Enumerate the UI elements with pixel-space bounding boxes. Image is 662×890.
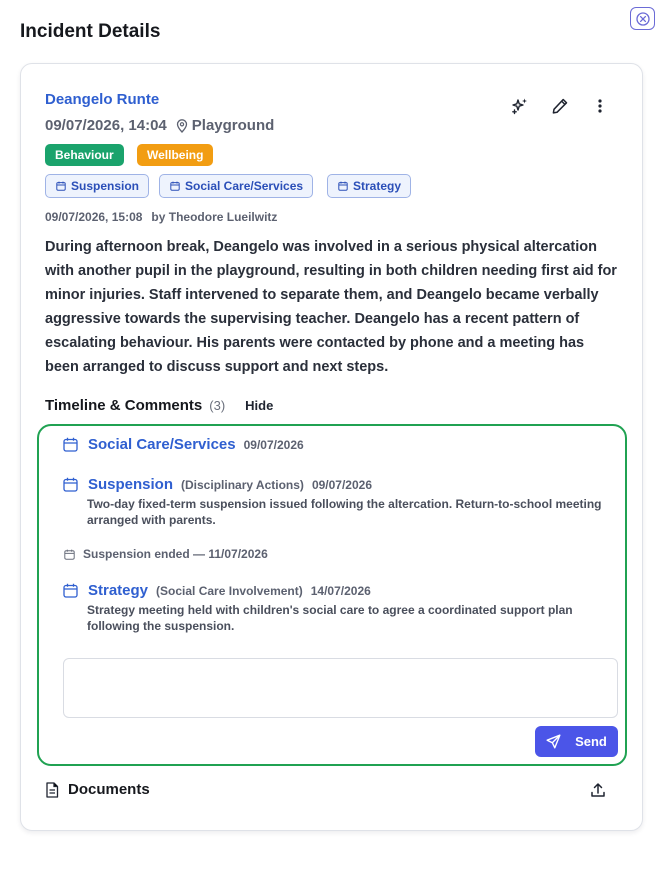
calendar-icon (63, 437, 79, 453)
timeline-entry (63, 582, 371, 599)
document-icon (45, 782, 59, 798)
chip-label: Social Care/Services (185, 179, 304, 193)
ai-assist-button[interactable] (510, 96, 530, 116)
suspension-ended-note: Suspension ended — 11/07/2026 (83, 547, 268, 561)
location-pin-icon (176, 119, 188, 133)
more-vertical-icon (597, 98, 603, 114)
timeline-entry-category: (Disciplinary Actions) (181, 477, 304, 492)
timeline-entry-date: 09/07/2026 (311, 477, 372, 492)
student-name-link[interactable]: Deangelo Runte (45, 91, 160, 108)
calendar-icon (56, 181, 66, 191)
report-meta (45, 210, 277, 224)
calendar-icon (338, 181, 348, 191)
calendar-icon (63, 477, 79, 493)
sparkles-icon (511, 97, 529, 115)
documents-title: Documents (68, 781, 150, 798)
modal-title: Incident Details (20, 21, 161, 42)
timeline-title: Timeline & Comments (45, 397, 203, 414)
incident-datetime: 09/07/2026, 14:04 (45, 117, 167, 134)
incident-meta (45, 117, 274, 134)
timeline-entry-category: (Social Care Involvement) (156, 583, 303, 598)
reported-at: 09/07/2026, 15:08 (45, 210, 143, 224)
timeline-entry-title[interactable]: Suspension (88, 476, 174, 493)
chip-label: Strategy (353, 179, 402, 193)
calendar-icon (64, 549, 75, 560)
timeline-note (64, 547, 268, 561)
timeline-entry-date: 14/07/2026 (310, 583, 371, 598)
close-button[interactable] (630, 7, 655, 30)
timeline-entry-body: Strategy meeting held with children's social care to agree a coordinated support plan following the suspension. (87, 603, 573, 633)
incident-description: During afternoon break, Deangelo was involved in a serious physical altercation with another pupil in the playground, resulting in both children needing first aid for minor injuries. Staff intervened to separate them, and Deangelo became verbally aggressive towards the supervising teacher. Deangelo has a recent pattern of escalating behaviour. His parents were contacted by phone and a meeting has been arranged to discuss support and next steps. (45, 239, 617, 375)
incident-location: Playground (191, 117, 275, 134)
pencil-icon (551, 97, 569, 115)
timeline-entry-date: 09/07/2026 (243, 437, 304, 452)
reported-by: by Theodore Lueilwitz (151, 210, 278, 224)
tag-wellbeing: Wellbeing (137, 144, 213, 166)
linked-chip-suspension[interactable] (45, 174, 149, 198)
upload-document-button[interactable] (589, 781, 607, 799)
calendar-icon (170, 181, 180, 191)
timeline-header (45, 397, 273, 414)
timeline-entry-title[interactable]: Social Care/Services (88, 436, 236, 453)
close-icon (636, 12, 650, 26)
send-label: Send (575, 734, 607, 749)
edit-button[interactable] (550, 96, 570, 116)
calendar-icon (63, 583, 79, 599)
timeline-entry-body: Two-day fixed-term suspension issued following the altercation. Return-to-school meeting arranged with parents. (87, 497, 602, 527)
linked-chip-social-care[interactable] (159, 174, 313, 198)
upload-icon (590, 782, 606, 798)
timeline-entry (63, 436, 304, 453)
comment-input[interactable] (63, 658, 618, 718)
hide-timeline-button[interactable]: Hide (245, 398, 274, 413)
send-icon (546, 734, 561, 749)
linked-chip-strategy[interactable] (327, 174, 411, 198)
tag-behaviour: Behaviour (45, 144, 124, 166)
documents-section (45, 781, 150, 798)
more-options-button[interactable] (590, 96, 610, 116)
timeline-entry (63, 476, 372, 493)
send-button[interactable] (535, 726, 618, 757)
timeline-count: (3) (209, 398, 226, 413)
chip-label: Suspension (71, 179, 140, 193)
timeline-entry-title[interactable]: Strategy (88, 582, 149, 599)
